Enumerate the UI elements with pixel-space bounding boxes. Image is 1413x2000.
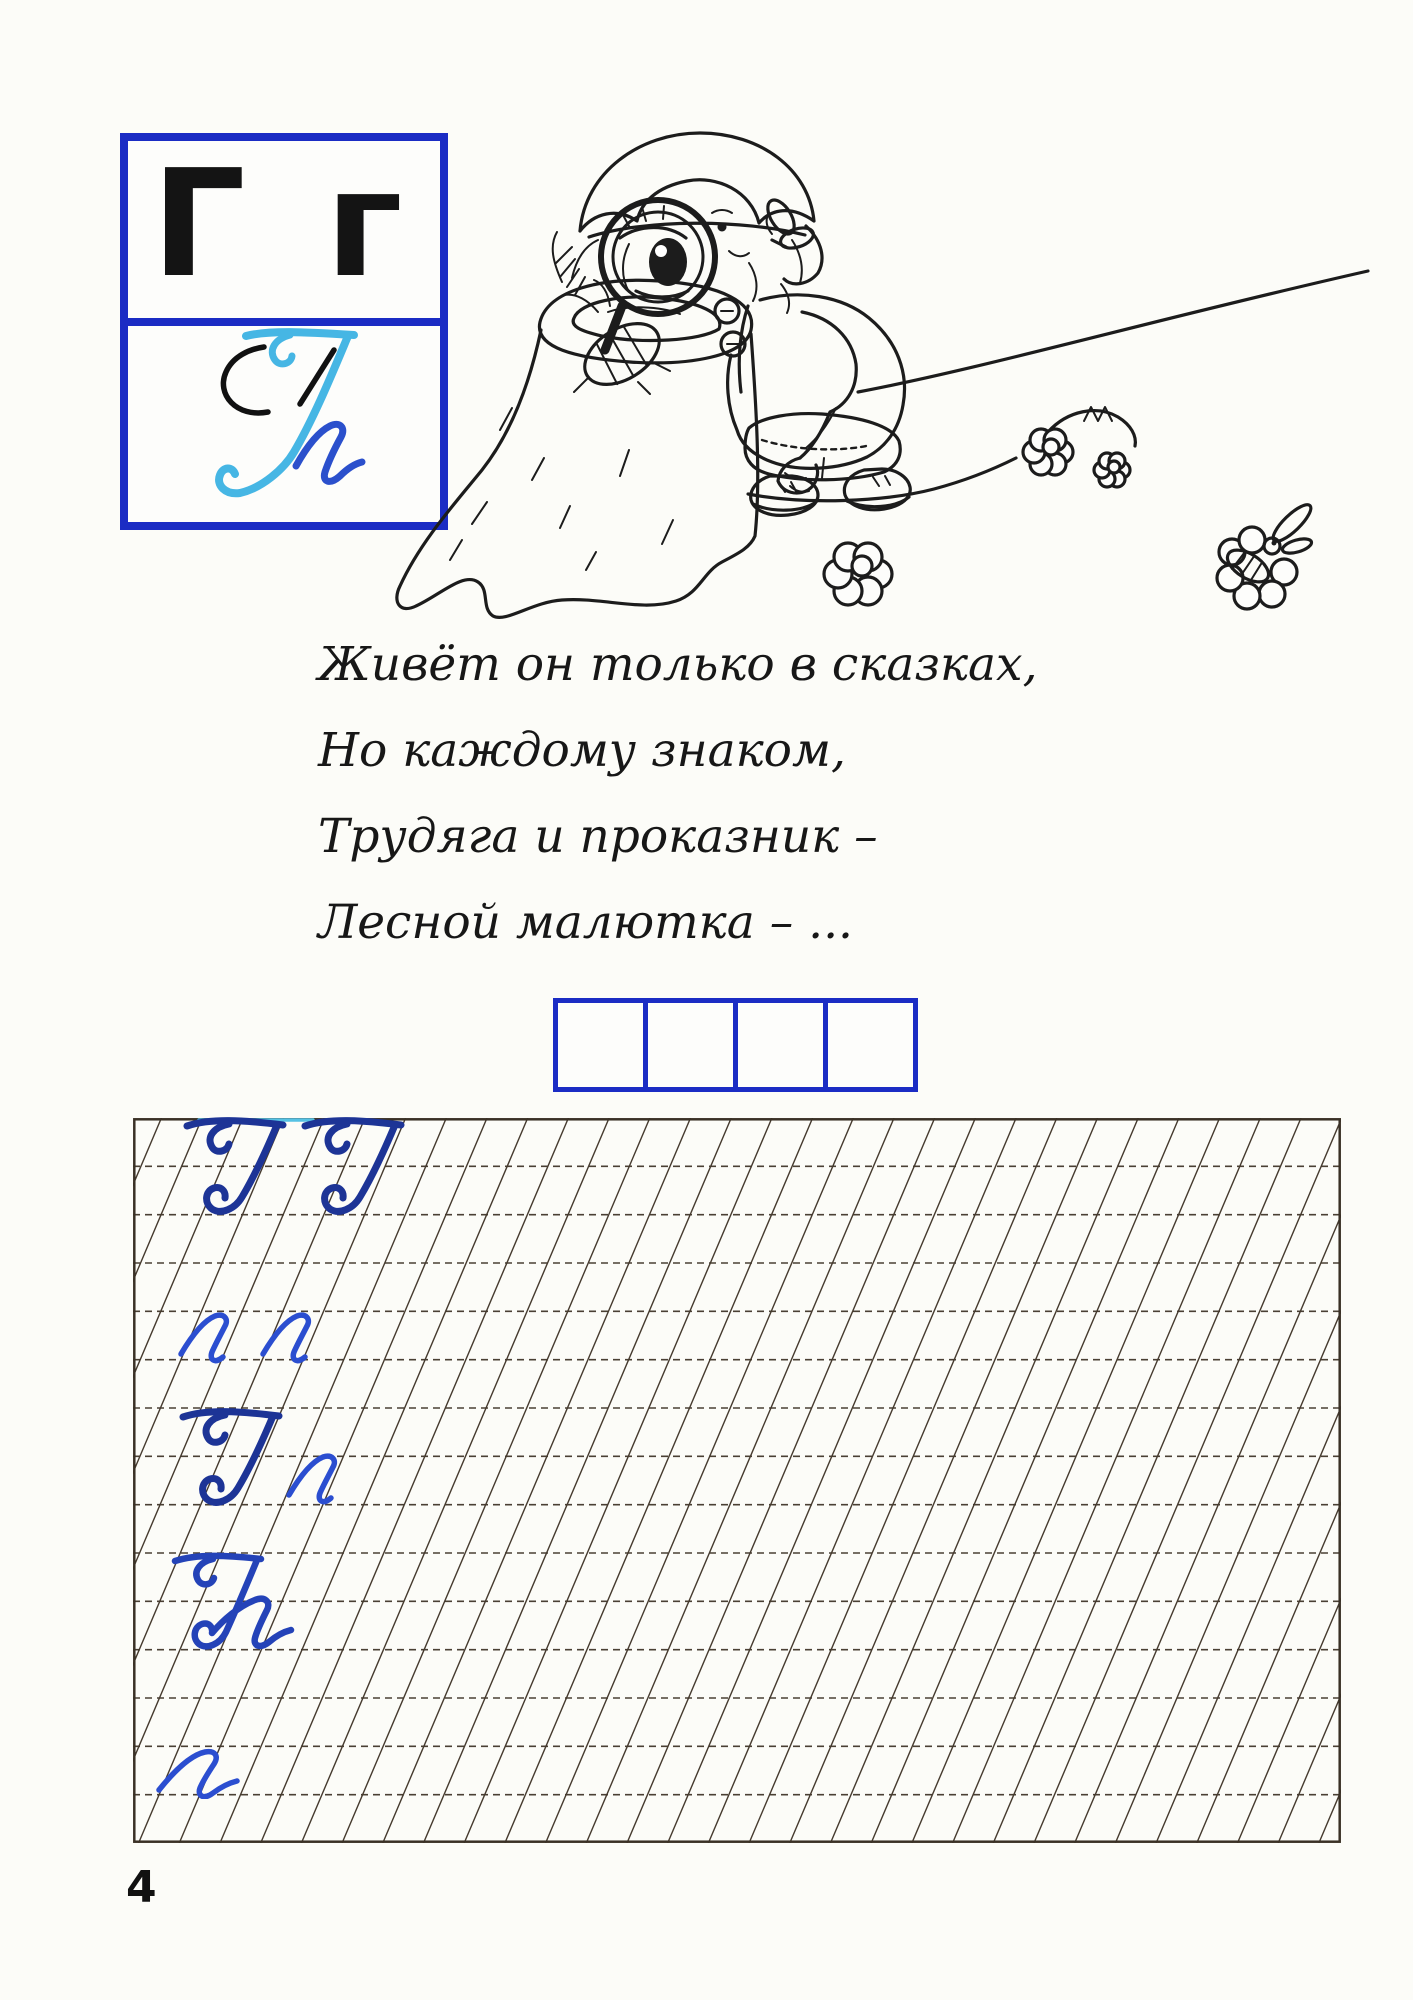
flower bbox=[824, 543, 892, 605]
riddle-line: Трудяга и проказник – bbox=[318, 809, 878, 864]
riddle-line: Но каждому знаком, bbox=[318, 723, 846, 778]
grid-sample-capital-pair bbox=[163, 1116, 413, 1216]
riddle-text bbox=[318, 622, 1038, 966]
answer-cell[interactable] bbox=[553, 998, 648, 1092]
answer-cell[interactable] bbox=[828, 998, 918, 1092]
answer-cell[interactable] bbox=[738, 998, 828, 1092]
illustration-gnome-magnifier bbox=[370, 95, 1380, 620]
flower bbox=[1023, 429, 1073, 475]
practice-grid[interactable] bbox=[133, 1118, 1341, 1843]
printed-letters: Г г bbox=[151, 137, 417, 310]
riddle-line: Живёт он только в сказках, bbox=[318, 637, 1038, 692]
grid-sample-capital-lowercase bbox=[161, 1407, 371, 1507]
answer-boxes bbox=[553, 998, 918, 1092]
answer-cell[interactable] bbox=[648, 998, 738, 1092]
gnome-figure bbox=[556, 133, 910, 515]
grid-sample-lowercase-single bbox=[153, 1744, 283, 1799]
grid-sample-ligature bbox=[163, 1552, 343, 1652]
grid-sample-lowercase-pair bbox=[173, 1306, 343, 1366]
riddle-line: Лесной малютка – ... bbox=[318, 895, 853, 950]
page-number: 4 bbox=[126, 1862, 157, 1913]
flower bbox=[1094, 453, 1130, 487]
butterfly bbox=[762, 196, 815, 252]
dragonfly-on-flower bbox=[1217, 500, 1316, 609]
